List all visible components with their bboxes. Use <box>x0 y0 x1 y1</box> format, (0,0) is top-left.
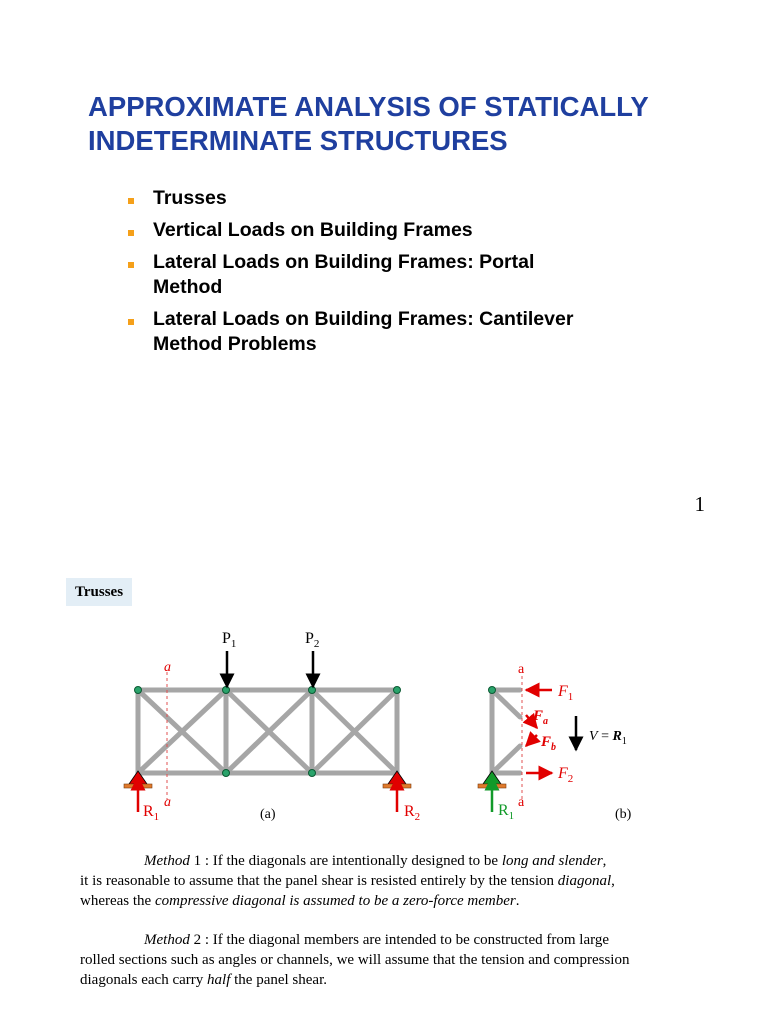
joint-node <box>223 770 230 777</box>
page-number: 1 <box>694 492 705 516</box>
method-label: Method <box>144 932 190 948</box>
free-body-b <box>492 690 520 773</box>
paragraph-line <box>80 970 720 990</box>
joint-node <box>309 770 316 777</box>
section-label-bottom: a <box>518 795 525 810</box>
reaction-label-r1-b: $R_1$ <box>498 802 515 822</box>
truss-a <box>138 690 397 773</box>
text-run: . <box>515 893 520 909</box>
load-label-p1: $P_1$ <box>222 630 237 650</box>
text-run: whereas the <box>80 893 155 909</box>
square-bullet-icon <box>128 319 134 325</box>
load-label-p2: $P_2$ <box>305 630 320 650</box>
emphasis: compressive diagonal is assumed to be a zero-force member <box>154 893 516 909</box>
reaction-label-r2: $R_2$ <box>404 803 421 823</box>
square-bullet-icon <box>128 262 134 268</box>
force-arrow-fb <box>526 735 537 746</box>
paragraph-line <box>80 950 720 970</box>
method-1-paragraph <box>80 851 720 911</box>
topic-line: Vertical Loads on Building Frames <box>153 219 473 241</box>
joint-node <box>489 687 496 694</box>
truss-figure <box>0 615 768 830</box>
paragraph-line <box>80 871 720 891</box>
text-run: , <box>611 873 615 889</box>
section-label-top: a <box>164 660 171 675</box>
method-2-paragraph <box>80 930 720 990</box>
shear-label: $V = R_1$ <box>589 729 627 747</box>
joint-node <box>223 687 230 694</box>
method-number: 1 : <box>189 853 213 869</box>
slide-title <box>88 90 728 158</box>
text-run: , <box>602 853 607 869</box>
force-label-f1: $F_1$ <box>558 683 574 703</box>
text-run: the panel shear. <box>230 972 328 988</box>
section-label-bottom: a <box>164 795 171 810</box>
topic-vertical-loads <box>126 218 646 243</box>
topic-line: Lateral Loads on Building Frames: Cantilever <box>153 308 574 330</box>
force-label-fa: $F_a$ <box>533 708 549 727</box>
topic-line: Method <box>153 276 223 298</box>
reaction-label-r1: $R_1$ <box>143 803 160 823</box>
joint-node <box>135 687 142 694</box>
caption-b: (b) <box>615 807 632 822</box>
diagonal-stub <box>492 690 520 717</box>
paragraph-line <box>80 930 720 950</box>
section-label-top: a <box>518 662 525 677</box>
diagonal-stub <box>492 746 520 773</box>
title-line-1: APPROXIMATE ANALYSIS OF STATICALLY <box>88 91 649 122</box>
square-bullet-icon <box>128 198 134 204</box>
text-run: it is reasonable to assume that the panel shear is resisted entirely by the tension <box>80 873 558 889</box>
force-label-fb: $F_b$ <box>541 734 557 753</box>
emphasis: long and slender <box>501 853 603 869</box>
emphasis: half <box>207 972 231 988</box>
topic-trusses <box>126 186 646 211</box>
joint-node <box>394 687 401 694</box>
force-label-f2: $F_2$ <box>558 765 574 785</box>
section-label: Trusses <box>66 578 132 606</box>
topic-line: Trusses <box>153 187 227 209</box>
square-bullet-icon <box>128 230 134 236</box>
method-label: Method <box>144 853 190 869</box>
topic-portal-method <box>126 250 646 300</box>
text-run: rolled sections such as angles or channels, we will assume that the tension and compression <box>80 952 630 968</box>
topic-line: Method Problems <box>153 333 317 355</box>
title-line-2: INDETERMINATE STRUCTURES <box>88 125 508 156</box>
topic-line: Lateral Loads on Building Frames: Portal <box>153 251 535 273</box>
paragraph-line <box>80 851 720 871</box>
text-run: If the diagonal members are intended to be constructed from large <box>212 932 609 948</box>
text-run: diagonals each carry <box>80 972 208 988</box>
emphasis: diagonal <box>557 873 612 889</box>
text-run: If the diagonals are intentionally designed to be <box>212 853 502 869</box>
topic-list <box>126 186 646 364</box>
topic-cantilever-method <box>126 307 646 357</box>
paragraph-line <box>80 891 720 911</box>
method-number: 2 : <box>189 932 213 948</box>
joint-node <box>309 687 316 694</box>
caption-a: (a) <box>260 807 276 822</box>
